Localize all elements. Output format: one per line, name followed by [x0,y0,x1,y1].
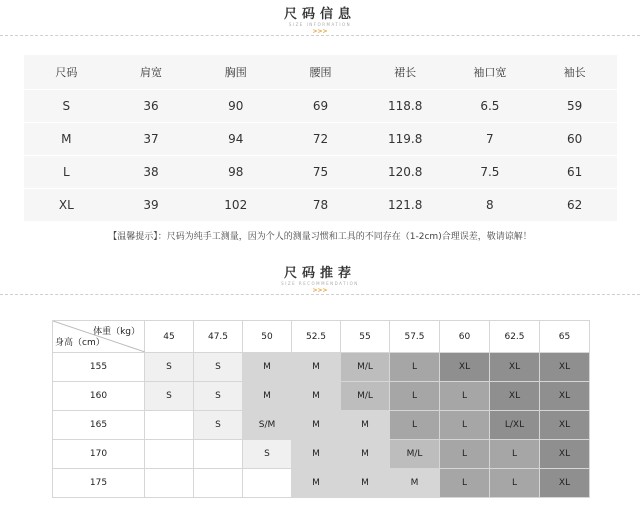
weight-header: 57.5 [390,321,440,353]
size-cell: S [243,440,292,469]
column-header: 袖口宽 [473,66,507,79]
height-header: 170 [53,440,145,469]
corner-header-cell [53,321,145,353]
size-cell: M/L [341,353,390,382]
chevron-decoration: >>> [312,287,328,294]
weight-axis-label: 体重（kg） [93,327,140,337]
table-cell: 118.8 [363,90,448,123]
weight-header: 50 [243,321,292,353]
column-header: 胸围 [224,66,247,79]
table-cell: 7.5 [448,156,533,189]
table-row [53,411,590,440]
size-note: 【温馨提示】：尺码为纯手工测量，因为个人的测量习惯和工具的不同存在（1-2cm)合理误差，敬请谅解！ [108,232,532,242]
size-info-title: 尺码信息 [283,7,356,22]
table-row [24,156,617,189]
table-cell: M [24,123,109,156]
table-cell: 102 [193,189,278,222]
table-cell: 7 [448,123,533,156]
size-cell: L [440,411,490,440]
table-cell: 75 [278,156,363,189]
table-cell: 36 [109,90,194,123]
weight-header: 65 [540,321,590,353]
size-cell: M/L [341,382,390,411]
size-cell: M [243,353,292,382]
column-header: 裙长 [394,66,417,79]
size-rec-table [52,320,590,498]
table-cell: 8 [448,189,533,222]
size-cell: L [440,469,490,498]
size-cell: XL [540,440,590,469]
size-rec-subtitle: SIZE RECOMMENDATION [281,281,359,286]
table-cell: XL [24,189,109,222]
size-cell [194,440,243,469]
weight-header: 45 [145,321,194,353]
size-cell: M [292,469,341,498]
size-cell: XL [490,353,540,382]
size-info-table [24,55,617,221]
size-cell [194,469,243,498]
size-info-subtitle: SIZE INFORMATION [288,22,352,27]
table-cell: 121.8 [363,189,448,222]
table-cell: 59 [532,90,617,123]
table-cell: 94 [193,123,278,156]
table-cell: 98 [193,156,278,189]
table-cell: 61 [532,156,617,189]
table-row [24,123,617,156]
size-cell: L [390,411,440,440]
height-axis-label: 身高（cm） [55,338,105,348]
table-cell: S [24,90,109,123]
size-cell: XL [490,382,540,411]
size-cell: M [390,469,440,498]
size-cell: L [390,353,440,382]
table-header-row [24,55,617,90]
size-cell: L [390,382,440,411]
chevron-decoration: >>> [312,28,328,35]
height-header: 165 [53,411,145,440]
table-row [24,189,617,222]
table-cell: 90 [193,90,278,123]
divider [0,294,640,295]
table-row [24,90,617,123]
size-cell: XL [540,382,590,411]
height-header: 155 [53,353,145,382]
height-header: 160 [53,382,145,411]
size-cell: M [292,382,341,411]
height-header: 175 [53,469,145,498]
table-row [53,469,590,498]
table-cell: 120.8 [363,156,448,189]
size-cell: S [145,382,194,411]
size-cell [145,411,194,440]
size-cell [145,440,194,469]
size-cell: XL [440,353,490,382]
weight-header: 60 [440,321,490,353]
size-cell: L [490,469,540,498]
size-cell [243,469,292,498]
size-info-header [0,7,640,36]
size-cell: S [194,353,243,382]
table-cell: 72 [278,123,363,156]
size-cell: S/M [243,411,292,440]
size-cell: XL [540,353,590,382]
divider [0,35,640,36]
table-cell: 60 [532,123,617,156]
column-header: 袖长 [563,66,586,79]
weight-header: 47.5 [194,321,243,353]
size-cell: M [341,469,390,498]
size-cell: L [440,440,490,469]
table-cell: 119.8 [363,123,448,156]
table-row [53,353,590,382]
table-cell: L [24,156,109,189]
weight-header: 62.5 [490,321,540,353]
size-cell: S [194,382,243,411]
size-cell: M [243,382,292,411]
size-cell: M [292,440,341,469]
size-cell: S [194,411,243,440]
size-cell: L [490,440,540,469]
table-cell: 69 [278,90,363,123]
table-cell: 38 [109,156,194,189]
table-cell: 6.5 [448,90,533,123]
size-rec-header [0,266,640,295]
size-cell: M [292,411,341,440]
size-cell: L [440,382,490,411]
table-row [53,440,590,469]
size-cell: L/XL [490,411,540,440]
table-cell: 62 [532,189,617,222]
size-cell: M [341,411,390,440]
table-row [53,382,590,411]
size-rec-title: 尺码推荐 [283,266,356,281]
size-cell: S [145,353,194,382]
table-cell: 37 [109,123,194,156]
size-cell: M/L [390,440,440,469]
size-cell: XL [540,411,590,440]
column-header: 肩宽 [140,66,163,79]
size-cell: M [341,440,390,469]
size-cell [145,469,194,498]
weight-header: 52.5 [292,321,341,353]
size-cell: XL [540,469,590,498]
weight-header: 55 [341,321,390,353]
column-header: 腰围 [309,66,332,79]
table-cell: 78 [278,189,363,222]
size-cell: M [292,353,341,382]
table-cell: 39 [109,189,194,222]
column-header: 尺码 [55,66,78,79]
